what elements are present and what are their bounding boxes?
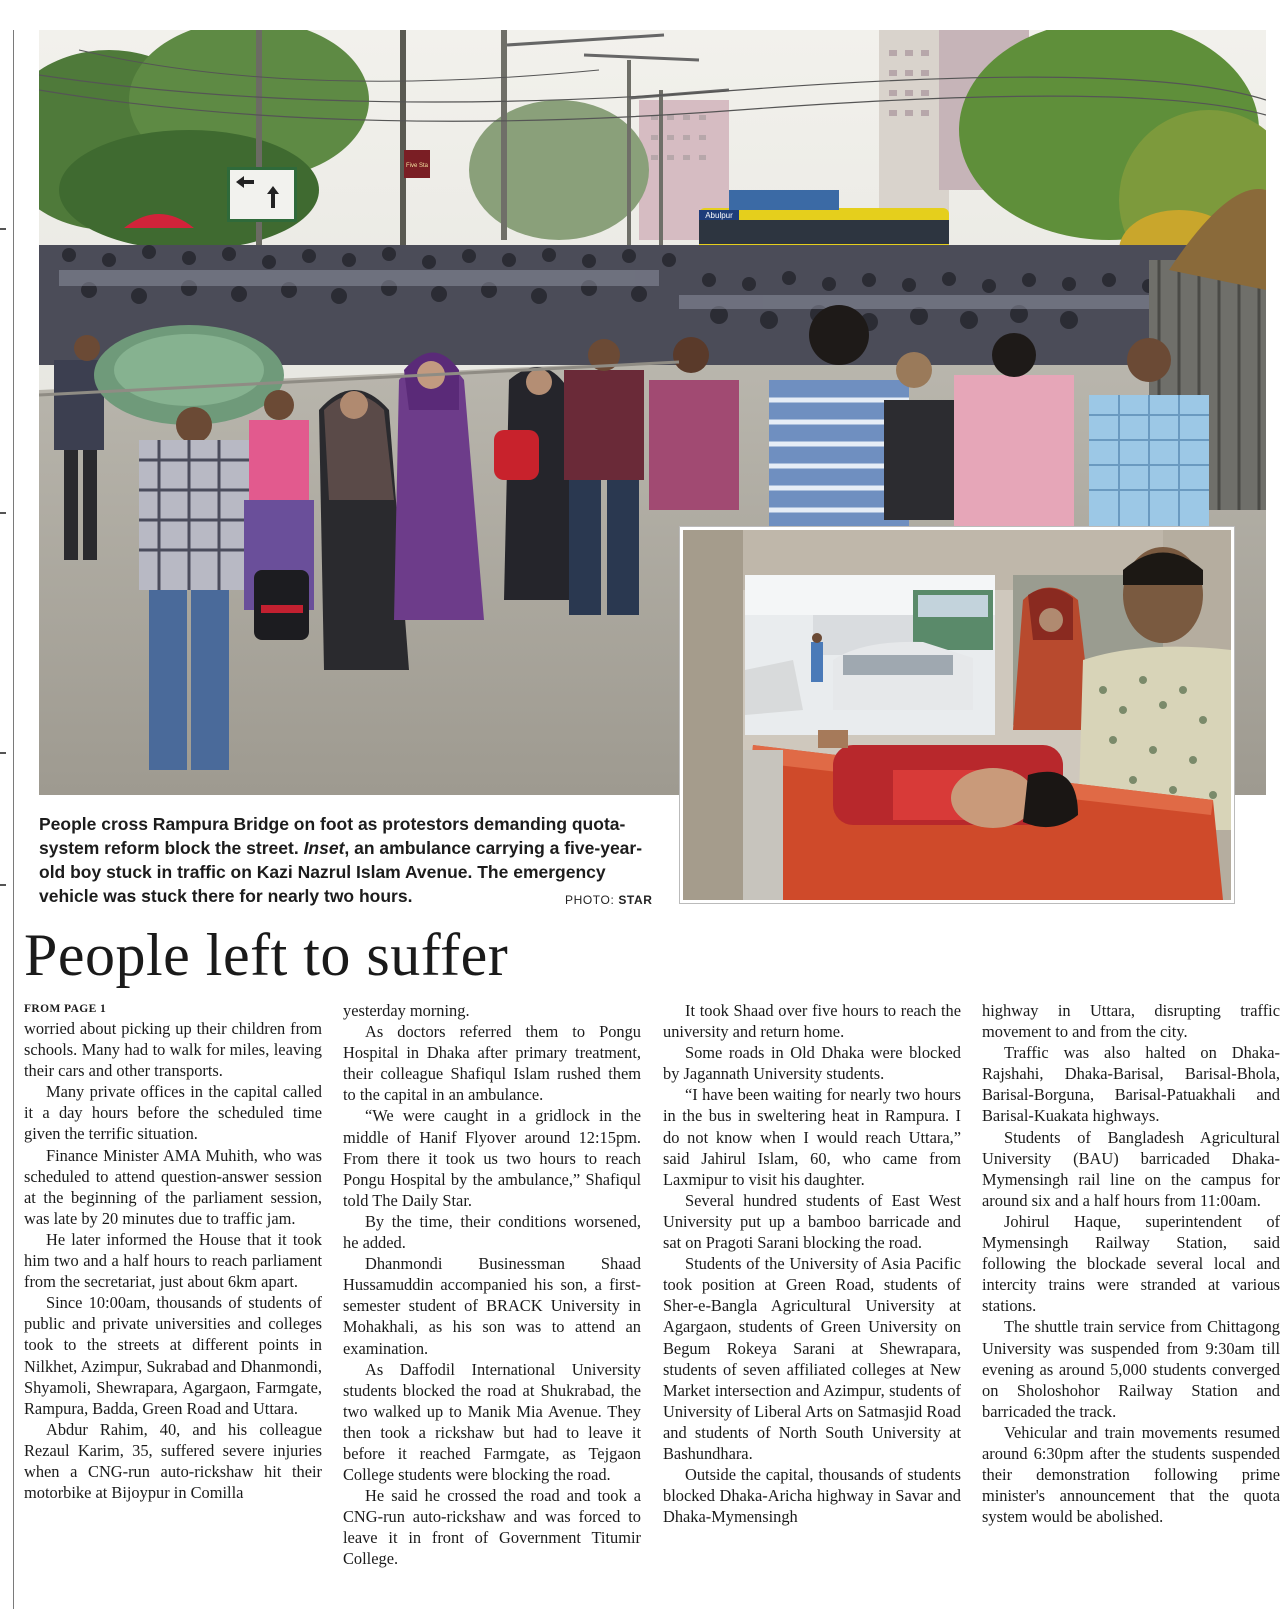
paragraph: Dhanmondi Businessman Shaad Hussamuddin accompanied his son, a first-semester student of BRACK University in Mohakhali, as his son was to attend an examination. <box>343 1254 641 1358</box>
paragraph: “We were caught in a gridlock in the middle of Hanif Flyover around 12:15pm. From there it took us two hours to reach Pongu Hospital by the ambulance,” Shafiqul told The Daily Star. <box>343 1106 641 1210</box>
article-column-4 <box>982 1000 1280 1527</box>
from-page-label: FROM PAGE 1 <box>24 1003 107 1015</box>
page-margin-rule <box>13 30 14 1609</box>
paragraph: Outside the capital, thousands of students blocked Dhaka-Aricha highway in Savar and Dhaka-Mymensingh <box>663 1465 961 1527</box>
paragraph: By the time, their conditions worsened, he added. <box>343 1211 641 1253</box>
photo-credit <box>565 893 653 907</box>
paragraph: Students of Bangladesh Agricultural University (BAU) barricaded Dhaka-Mymensingh rail line on the campus for around six and a half hours from 11:00am. <box>982 1127 1280 1210</box>
caption-inset-text: , an ambulance carrying a five-year-old boy stuck in traffic on Kazi Nazrul Islam Avenue. The emergency vehicle was stuck there for nearly two hours. <box>39 838 643 906</box>
paragraph: Since 10:00am, thousands of students of public and private universities and colleges took to the streets at different points in Nilkhet, Azimpur, Sukrabad and Dhanmondi, Shyamoli, Shewrapara, Agargaon, Farmgate, Rampura, Badda, Green Road and Uttara. <box>24 1293 322 1418</box>
paragraph: Johirul Haque, superintendent of Mymensingh Railway Station, said following the blockade several local and intercity trains were stranded at various stations. <box>982 1211 1280 1316</box>
paragraph: Many private offices in the capital called it a day hours before the scheduled time given the terrific situation. <box>24 1082 322 1144</box>
article-column-2 <box>343 1000 641 1570</box>
paragraph: yesterday morning. <box>343 1001 470 1020</box>
inset-photo-ambulance <box>680 527 1234 903</box>
paragraph: As Daffodil International University students blocked the road at Shukrabad, the two walked up to Manik Mia Avenue. They then took a rickshaw but had to leave it before it reached Farmgate, as Tejgaon College students were blocking the road. <box>343 1359 641 1485</box>
paragraph: The shuttle train service from Chittagong University was suspended from 9:30am till evening as around 5,000 students converged on Sholoshohor Railway Station and barricaded the track. <box>982 1317 1280 1421</box>
paragraph: Abdur Rahim, 40, and his colleague Rezaul Karim, 35, suffered severe injuries when a CNG-run auto-rickshaw hit their motorbike at Bijoypur in Comilla <box>24 1419 322 1503</box>
margin-tick <box>0 228 6 230</box>
margin-tick <box>0 752 6 754</box>
paragraph: It took Shaad over five hours to reach the university and return home. <box>663 1001 961 1042</box>
margin-tick <box>0 884 6 886</box>
paragraph: worried about picking up their children from schools. Many had to walk for miles, leaving their cars and other transports. <box>24 1019 322 1081</box>
caption-text: People cross Rampura Bridge on foot as protestors demanding quota-system reform block the street. <box>39 814 626 858</box>
headline: People left to suffer <box>24 922 509 988</box>
paragraph: “I have been waiting for nearly two hours in the bus in sweltering heat in Rampura. I do not know when I would reach Uttara,” said Jahirul Islam, 60, who came from Laxmipur to visit his daughter. <box>663 1085 961 1189</box>
paragraph: Several hundred students of East West University put up a bamboo barricade and sat on Pragoti Sarani blocking the road. <box>663 1190 961 1253</box>
paragraph: He later informed the House that it took him two and a half hours to reach parliament from the secretariat, just about 6km apart. <box>24 1229 322 1292</box>
margin-tick <box>0 512 6 514</box>
article-column-3 <box>663 1000 961 1527</box>
paragraph: As doctors referred them to Pongu Hospital in Dhaka after primary treatment, their colleague Shafiqul Islam rushed them to the capital in an ambulance. <box>343 1022 641 1105</box>
paragraph: Finance Minister AMA Muhith, who was scheduled to attend question-answer session at the beginning of the parliament session, was late by 20 minutes due to traffic jam. <box>24 1145 322 1228</box>
article-column-1 <box>24 1002 322 1503</box>
paragraph: Students of the University of Asia Pacific took position at Green Road, students of Sher-e-Bangla Agricultural University at Agargaon, students of Green University on Begum Rokeya Sarani at Shewrapara, students of seven affiliated colleges at New Market intersection and Azimpur, students of University of Liberal Arts on Satmasjid Road and students of North South University at Bashundhara. <box>663 1254 961 1463</box>
paragraph: Traffic was also halted on Dhaka-Rajshahi, Dhaka-Barisal, Barisal-Bhola, Barisal-Borguna, Barisal-Patuakhali and Barisal-Kuakata highways. <box>982 1043 1280 1126</box>
paragraph: Some roads in Old Dhaka were blocked by Jagannath University students. <box>663 1043 961 1084</box>
shop-sign-text: Five Sta <box>405 163 429 169</box>
paragraph: Vehicular and train movements resumed around 6:30pm after the students suspended their demonstration following prime minister's announcement that the quota system would be abolished. <box>982 1422 1280 1527</box>
caption-inset-word: Inset <box>303 838 345 858</box>
bus-destination-sign: Abulpur <box>705 211 733 220</box>
paragraph: highway in Uttara, disrupting traffic movement to and from the city. <box>982 1001 1280 1042</box>
photo-credit-source: STAR <box>618 893 653 907</box>
photo-credit-label: PHOTO: <box>565 893 615 907</box>
paragraph: He said he crossed the road and took a CNG-run auto-rickshaw and was forced to leave it in front of Government Titumir College. <box>343 1486 641 1569</box>
